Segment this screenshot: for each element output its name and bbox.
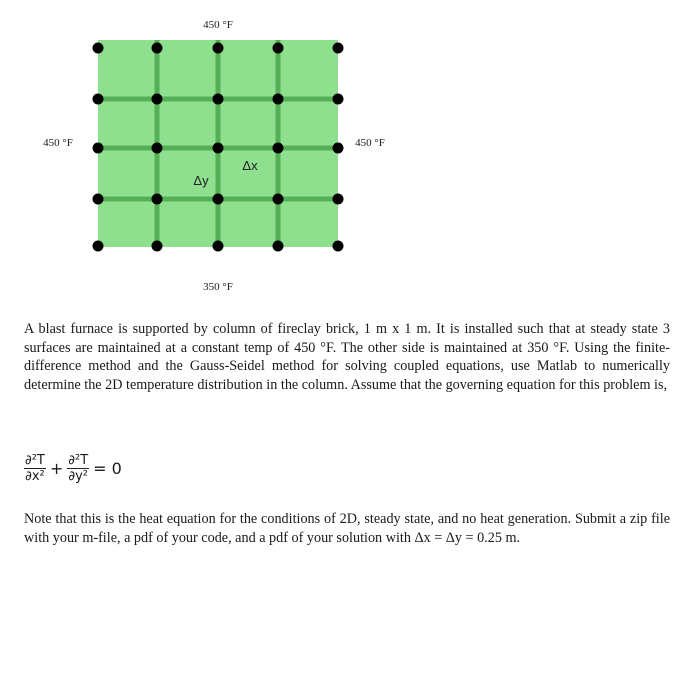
grid-node <box>333 194 344 205</box>
grid-node <box>152 194 163 205</box>
governing-equation <box>24 448 126 488</box>
grid-node <box>152 241 163 252</box>
d2t-dx2-term: $\frac{\text{∂²T}}{\text{∂x²}}$ <box>25 452 45 484</box>
left-boundary-label: 450 °F <box>43 137 73 149</box>
grid-node <box>333 143 344 154</box>
plus-sign: + <box>49 458 64 478</box>
bottom-boundary-label: 350 °F <box>203 281 233 293</box>
grid-node <box>213 194 224 205</box>
grid-node <box>333 94 344 105</box>
grid-node <box>213 43 224 54</box>
grid-node <box>213 143 224 154</box>
grid-node <box>152 143 163 154</box>
delta-y-label: Δy <box>193 173 209 188</box>
furnace-column-diagram <box>0 0 700 310</box>
grid-node <box>93 241 104 252</box>
delta-x-label: Δx <box>242 158 258 173</box>
grid-node <box>213 241 224 252</box>
grid-node <box>213 94 224 105</box>
grid-node <box>333 241 344 252</box>
grid-node <box>273 143 284 154</box>
grid-node <box>93 43 104 54</box>
grid-node <box>273 241 284 252</box>
top-boundary-label: 450 °F <box>203 19 233 31</box>
problem-statement: A blast furnace is supported by column of fireclay brick, 1 m x 1 m. It is installed such that at steady state 3 surfaces are maintained at a constant temp of 450 °F. The other side is maintained at 350 °F. Using the finite-difference method and the Gauss-Seidel method for solving coupled equations, use Matlab to numerically determine the 2D temperature distribution in the column. Assume that the governing equation for this problem is, <box>24 321 670 393</box>
equals-zero: = 0 <box>93 458 122 478</box>
d2t-dy2-term: $\frac{\text{∂²T}}{\text{∂y²}}$ <box>68 452 89 484</box>
grid-node <box>93 194 104 205</box>
grid-node <box>273 43 284 54</box>
submission-note: Note that this is the heat equation for the conditions of 2D, steady state, and no heat generation. Submit a zip file with your m-file, a pdf of your code, and a pdf of your solution with Δx = Δy = 0.25 m. <box>24 511 670 546</box>
grid-node <box>152 94 163 105</box>
grid-node <box>93 94 104 105</box>
grid-node <box>93 143 104 154</box>
grid-node <box>333 43 344 54</box>
grid-node <box>273 94 284 105</box>
grid-node <box>152 43 163 54</box>
grid-node <box>273 194 284 205</box>
right-boundary-label: 450 °F <box>355 137 385 149</box>
